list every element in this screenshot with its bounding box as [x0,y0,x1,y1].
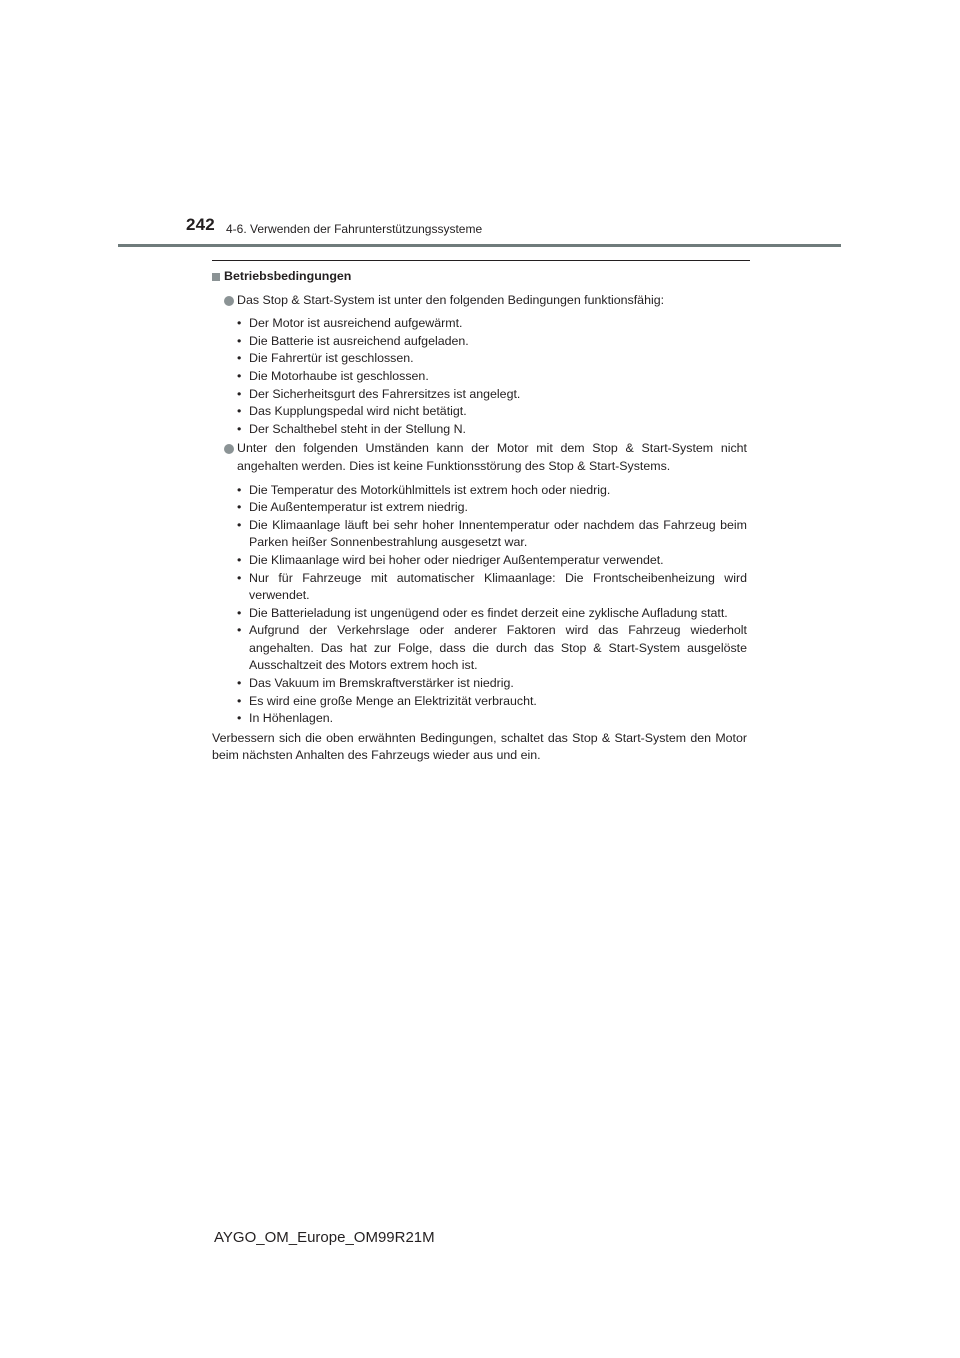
list-item: • Der Sicherheitsgurt des Fahrersitzes ist angelegt. [237,386,747,404]
list-item: • Die Motorhaube ist geschlossen. [237,368,747,386]
bullet-list-1 [212,315,747,438]
page-number: 242 [186,215,215,234]
list-item: • Nur für Fahrzeuge mit automatischer Klimaanlage: Die Frontscheibenheizung wird verwendet. [237,570,747,605]
page-content [212,268,747,765]
list-item: • In Höhenlagen. [237,710,747,728]
list-item: • Das Vakuum im Bremskraftverstärker ist niedrig. [237,675,747,693]
list-item: • Das Kupplungspedal wird nicht betätigt. [237,403,747,421]
circle-bullet-icon [224,444,234,454]
square-bullet-icon [212,273,220,281]
list-item: • Die Klimaanlage wird bei hoher oder niedriger Außentemperatur verwendet. [237,552,747,570]
section-divider [212,260,750,261]
condition-block-1 [212,292,747,439]
list-item: • Die Fahrertür ist geschlossen. [237,350,747,368]
list-item: • Die Batterie ist ausreichend aufgeladen. [237,333,747,351]
list-item: • Die Außentemperatur ist extrem niedrig. [237,499,747,517]
list-item: • Aufgrund der Verkehrslage oder anderer Faktoren wird das Fahrzeug wiederholt angehalten. Das hat zur Folge, dass die durch das Stop & Start-System ausgelöste Ausschaltzeit des Motors extrem hoch ist. [237,622,747,675]
paragraph-2 [212,440,747,475]
list-item: • Die Klimaanlage läuft bei sehr hoher Innentemperatur oder nachdem das Fahrzeug beim Parken heißer Sonnenbestrahlung ausgesetzt war. [237,517,747,552]
bullet-list-2 [212,482,747,728]
list-item: • Der Schalthebel steht in der Stellung N. [237,421,747,439]
closing-paragraph: Verbessern sich die oben erwähnten Bedingungen, schaltet das Stop & Start-System den Motor beim nächsten Anhalten des Fahrzeugs wieder aus und ein. [212,730,747,763]
circle-bullet-icon [224,296,234,306]
list-item: • Es wird eine große Menge an Elektrizität verbraucht. [237,693,747,711]
paragraph-1-text: Das Stop & Start-System ist unter den folgenden Bedingungen funktionsfähig: [237,292,665,307]
section-header-title: 4-6. Verwenden der Fahrunterstützungssysteme [226,222,483,236]
paragraph-2-text: Unter den folgenden Umständen kann der Motor mit dem Stop & Start-System nicht angehalten werden. Dies ist keine Funktionsstörung des Stop & Start-Systems. [237,441,747,473]
section-heading-text: Betriebsbedingungen [224,269,352,283]
list-item: • Die Batterieladung ist ungenügend oder es findet derzeit eine zyklische Aufladung statt. [237,605,747,623]
list-item: • Die Temperatur des Motorkühlmittels ist extrem hoch oder niedrig. [237,482,747,500]
header-divider [118,244,841,247]
paragraph-1 [212,292,747,310]
list-item: • Der Motor ist ausreichend aufgewärmt. [237,315,747,333]
section-heading [212,268,747,286]
document-id-footer: AYGO_OM_Europe_OM99R21M [214,1229,435,1246]
condition-block-2 [212,440,747,728]
